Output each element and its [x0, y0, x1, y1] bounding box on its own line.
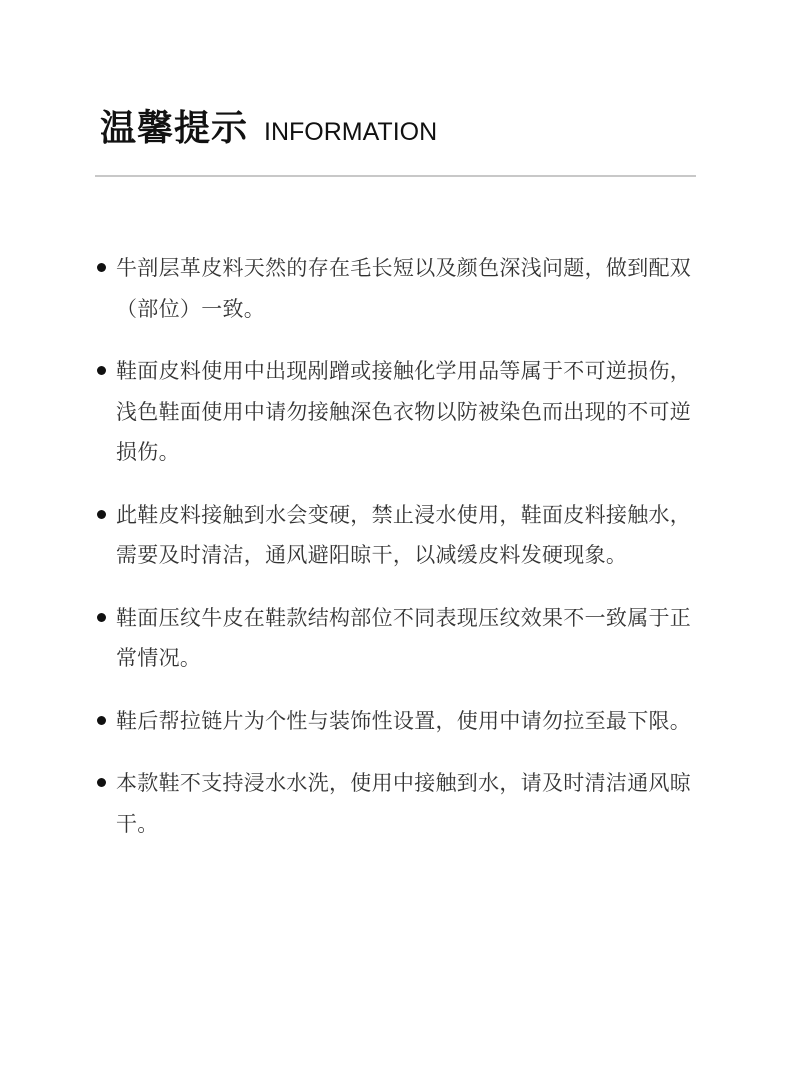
bullet-icon [97, 613, 106, 622]
note-text: 鞋面压纹牛皮在鞋款结构部位不同表现压纹效果不一致属于正常情况。 [116, 605, 692, 670]
note-text: 鞋面皮料使用中出现剐蹭或接触化学用品等属于不可逆损伤，浅色鞋面使用中请勿接触深色衣物以防被染色而出现的不可逆损伤。 [116, 359, 692, 464]
note-text: 此鞋皮料接触到水会变硬，禁止浸水使用，鞋面皮料接触水，需要及时清洁，通风避阳晾干，以减缓皮料发硬现象。 [116, 502, 692, 567]
header-divider [95, 175, 696, 177]
list-item [95, 495, 695, 576]
list-item [95, 701, 695, 742]
bullet-icon [97, 263, 106, 272]
page-title: 温馨提示 [100, 108, 249, 149]
page-subtitle: INFORMATION [264, 118, 438, 146]
note-text: 鞋后帮拉链片为个性与装饰性设置，使用中请勿拉至最下限。 [116, 708, 692, 733]
bullet-icon [97, 366, 106, 375]
notice-header [100, 100, 437, 151]
bullet-icon [97, 510, 106, 519]
list-item [95, 351, 695, 473]
list-item [95, 248, 695, 329]
bullet-icon [97, 778, 106, 787]
bullet-icon [97, 716, 106, 725]
list-item [95, 763, 695, 844]
notice-list [95, 248, 695, 866]
note-text: 牛剖层革皮料天然的存在毛长短以及颜色深浅问题，做到配双（部位）一致。 [116, 256, 692, 321]
note-text: 本款鞋不支持浸水水洗，使用中接触到水，请及时清洁通风晾干。 [116, 771, 692, 836]
list-item [95, 598, 695, 679]
